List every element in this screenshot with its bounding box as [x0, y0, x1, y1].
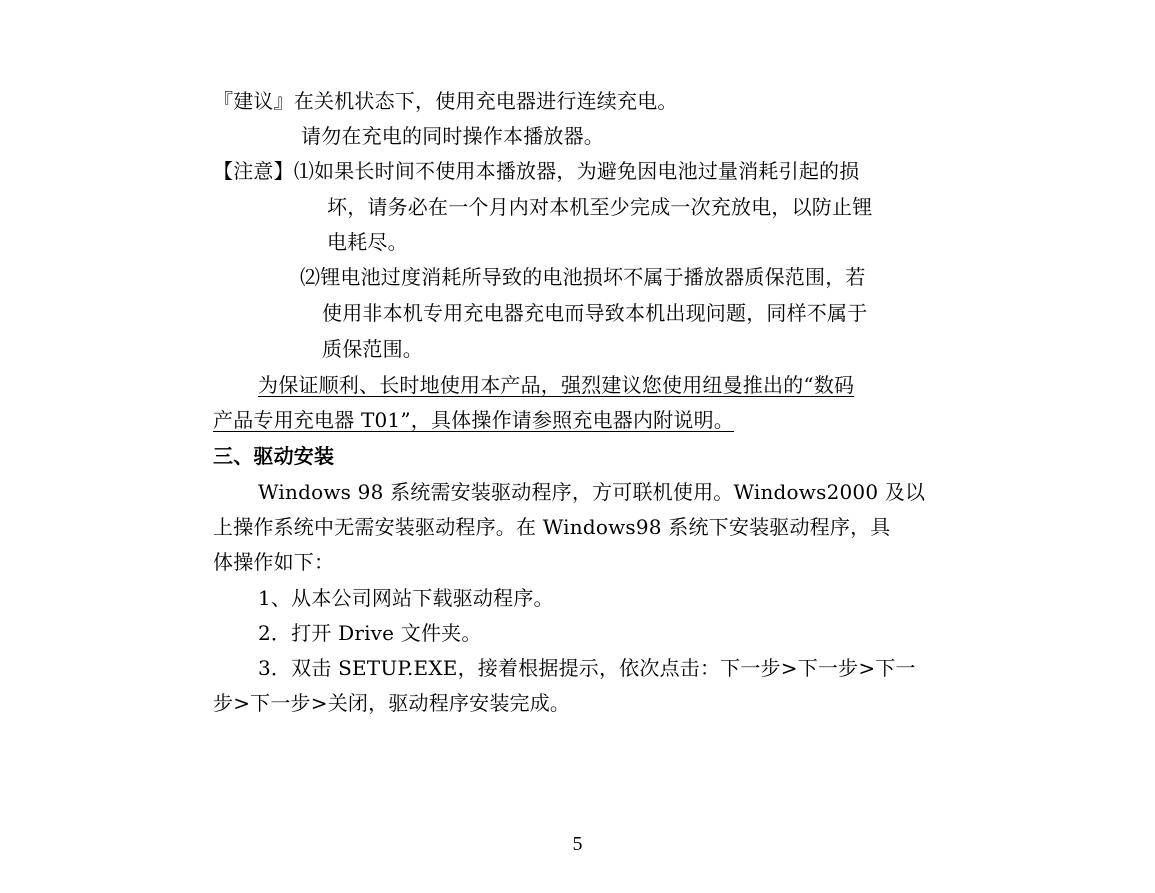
suggestion-line-2: 请勿在充电的同时操作本播放器。: [301, 124, 604, 148]
suggestion-label: 『建议』: [213, 89, 294, 113]
notice-item-1-line-2: 坏，请务必在一个月内对本机至少完成一次充放电，以防止锂: [327, 195, 873, 219]
section-3-intro-line-1: Windows 98 系统需安装驱动程序，方可联机使用。Windows2000 及以: [258, 480, 926, 504]
recommend-line-1: 为保证顺利、长时地使用本产品，强烈建议您使用纽曼推出的“数码: [258, 373, 855, 397]
suggestion-text-1: 在关机状态下，使用充电器进行连续充电。: [293, 89, 678, 113]
notice-item-2-marker: ⑵: [300, 265, 321, 289]
recommend-line-2: 产品专用充电器 T01”，具体操作请参照充电器内附说明。: [213, 408, 734, 432]
notice-item-1-line-3: 电耗尽。: [327, 230, 408, 254]
page-number: 5: [572, 833, 583, 855]
notice-item-2-line-1: [300, 265, 866, 289]
notice-item-2-line-2: 使用非本机专用充电器充电而导致本机出现问题，同样不属于: [322, 301, 868, 325]
section-3-step-1: 1、从本公司网站下载驱动程序。: [258, 586, 554, 610]
notice-item-1-line-1: [213, 159, 859, 183]
notice-item-1-marker: ⑴: [293, 159, 315, 183]
section-3-step-3-line-1: 3．双击 SETUP.EXE，接着根据提示，依次点击：下一步>下一步>下一: [258, 656, 916, 680]
section-3-step-3-line-2: 步>下一步>关闭，驱动程序安装完成。: [213, 691, 571, 715]
notice-item-2-text-1: 锂电池过度消耗所导致的电池损坏不属于播放器质保范围，若: [320, 265, 866, 289]
section-3-step-2: 2．打开 Drive 文件夹。: [258, 621, 482, 645]
suggestion-line-1: [213, 89, 678, 113]
notice-item-2-line-3: 质保范围。: [322, 337, 423, 361]
section-3-intro-line-2: 上操作系统中无需安装驱动程序。在 Windows98 系统下安装驱动程序，具: [213, 515, 891, 539]
notice-item-1-text-1: 如果长时间不使用本播放器，为避免因电池过量消耗引起的损: [314, 159, 860, 183]
section-3-heading: 三、驱动安装: [213, 444, 335, 468]
section-3-intro-line-3: 体操作如下：: [213, 550, 335, 574]
notice-label: 【注意】: [213, 159, 294, 183]
